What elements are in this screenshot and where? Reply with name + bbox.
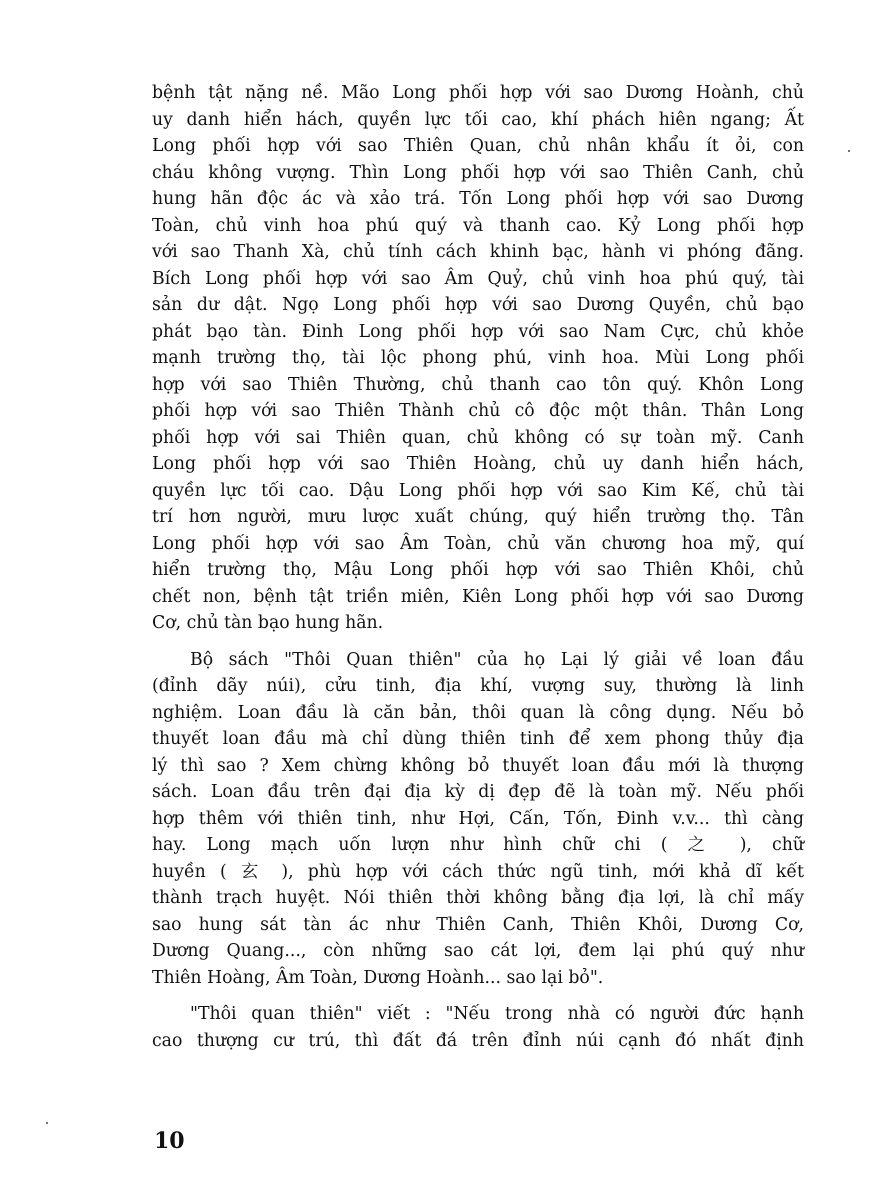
text-line: thành trạch huyệt. Nói thiên thời không bằng địa lợi, là chỉ mấy bbox=[152, 888, 804, 908]
text-line-chi bbox=[152, 832, 804, 859]
text-line: cao thượng cư trú, thì đất đá trên đỉnh núi cạnh đó nhất định bbox=[152, 1030, 804, 1051]
text-line-huyen bbox=[152, 859, 804, 886]
text-line: phối hợp với sao Thiên Thành chủ cô độc một thân. Thân Long bbox=[152, 401, 804, 421]
text-line: Bích Long phối hợp với sao Âm Quỷ, chủ vinh hoa phú quý, tài bbox=[152, 268, 804, 289]
text-line: sách. Loan đầu trên đại địa kỳ dị đẹp đẽ là toàn mỹ. Nếu phối bbox=[152, 782, 804, 802]
text-line: hiển trường thọ, Mậu Long phối hợp với sao Thiên Khôi, chủ bbox=[152, 560, 804, 580]
text-fragment: ), chữ bbox=[739, 835, 804, 855]
page-number: 10 bbox=[154, 1128, 185, 1154]
chinese-character-chi: 之 bbox=[687, 835, 720, 855]
paragraph-2 bbox=[152, 647, 804, 992]
text-line: phát bạo tàn. Đinh Long phối hợp với sao Nam Cực, chủ khỏe bbox=[152, 321, 804, 342]
text-line: Toàn, chủ vinh hoa phú quý và thanh cao. Kỷ Long phối hợp bbox=[152, 215, 804, 236]
text-line: cháu không vượng. Thìn Long phối hợp với sao Thiên Canh, chủ bbox=[152, 162, 804, 183]
scan-speck bbox=[46, 1122, 48, 1124]
text-line: Thiên Hoàng, Âm Toàn, Dương Hoành... sao lại bỏ". bbox=[152, 967, 604, 988]
text-line: phối hợp với sai Thiên quan, chủ không có sự toàn mỹ. Canh bbox=[152, 427, 804, 448]
text-line: Cơ, chủ tàn bạo hung hãn. bbox=[152, 613, 384, 633]
chinese-character-huyen: 玄 bbox=[241, 861, 268, 882]
text-line: mạnh trường thọ, tài lộc phong phú, vinh hoa. Mùi Long phối bbox=[152, 348, 804, 368]
text-line: Long phối hợp với sao Âm Toàn, chủ văn chương hoa mỹ, quí bbox=[152, 533, 804, 554]
scan-speck bbox=[848, 150, 850, 152]
text-line: sản dư dật. Ngọ Long phối hợp với sao Dương Quyền, chủ bạo bbox=[152, 295, 804, 315]
text-line: (đỉnh dãy núi), cửu tinh, địa khí, vượng suy, thường là linh bbox=[152, 676, 804, 696]
text-line: hung hãn độc ác và xảo trá. Tốn Long phối hợp với sao Dương bbox=[152, 189, 804, 209]
text-line: nghiệm. Loan đầu là căn bản, thôi quan là công dụng. Nếu bỏ bbox=[152, 702, 804, 723]
text-line: hợp thêm với thiên tinh, như Hợi, Cấn, Tốn, Đinh v.v... thì càng bbox=[152, 808, 804, 829]
text-line: lý thì sao ? Xem chừng không bỏ thuyết loan đầu mới là thượng bbox=[152, 755, 804, 776]
text-line: Bộ sách "Thôi Quan thiên" của họ Lại lý giải về loan đầu bbox=[190, 649, 804, 670]
body-text bbox=[152, 80, 804, 1054]
text-line: quyền lực tối cao. Dậu Long phối hợp với sao Kim Kế, chủ tài bbox=[152, 480, 804, 501]
text-line: uy danh hiển hách, quyền lực tối cao, khí phách hiên ngang; Ất bbox=[152, 109, 804, 130]
text-fragment: hay. Long mạch uốn lượn như hình chữ chi ( bbox=[152, 835, 668, 855]
text-fragment: ), phù hợp với cách thức ngũ tinh, mới khả dĩ kết bbox=[281, 861, 804, 882]
text-line: Long phối hợp với sao Thiên Quan, chủ nhân khẩu ít ỏi, con bbox=[152, 136, 804, 156]
paragraph-1 bbox=[152, 80, 804, 637]
text-fragment: huyền ( bbox=[152, 861, 227, 882]
text-line: Long phối hợp với sao Thiên Hoàng, chủ uy danh hiển hách, bbox=[152, 454, 804, 474]
text-line: hợp với sao Thiên Thường, chủ thanh cao tôn quý. Khôn Long bbox=[152, 374, 804, 395]
text-line: "Thôi quan thiên" viết : "Nếu trong nhà có người đức hạnh bbox=[190, 1004, 804, 1024]
paragraph-3 bbox=[152, 1001, 804, 1054]
text-line: bệnh tật nặng nề. Mão Long phối hợp với sao Dương Hoành, chủ bbox=[152, 83, 804, 103]
text-line: với sao Thanh Xà, chủ tính cách khinh bạc, hành vi phóng đãng. bbox=[152, 242, 804, 262]
text-line: thuyết loan đầu mà chỉ dùng thiên tinh để xem phong thủy địa bbox=[152, 729, 804, 749]
text-line: chết non, bệnh tật triền miên, Kiên Long phối hợp với sao Dương bbox=[152, 586, 804, 607]
text-line: trí hơn người, mưu lược xuất chúng, quý hiển trường thọ. Tân bbox=[152, 507, 804, 527]
text-line: Dương Quang..., còn những sao cát lợi, đem lại phú quý như bbox=[152, 941, 804, 961]
text-line: sao hung sát tàn ác như Thiên Canh, Thiên Khôi, Dương Cơ, bbox=[152, 914, 804, 935]
